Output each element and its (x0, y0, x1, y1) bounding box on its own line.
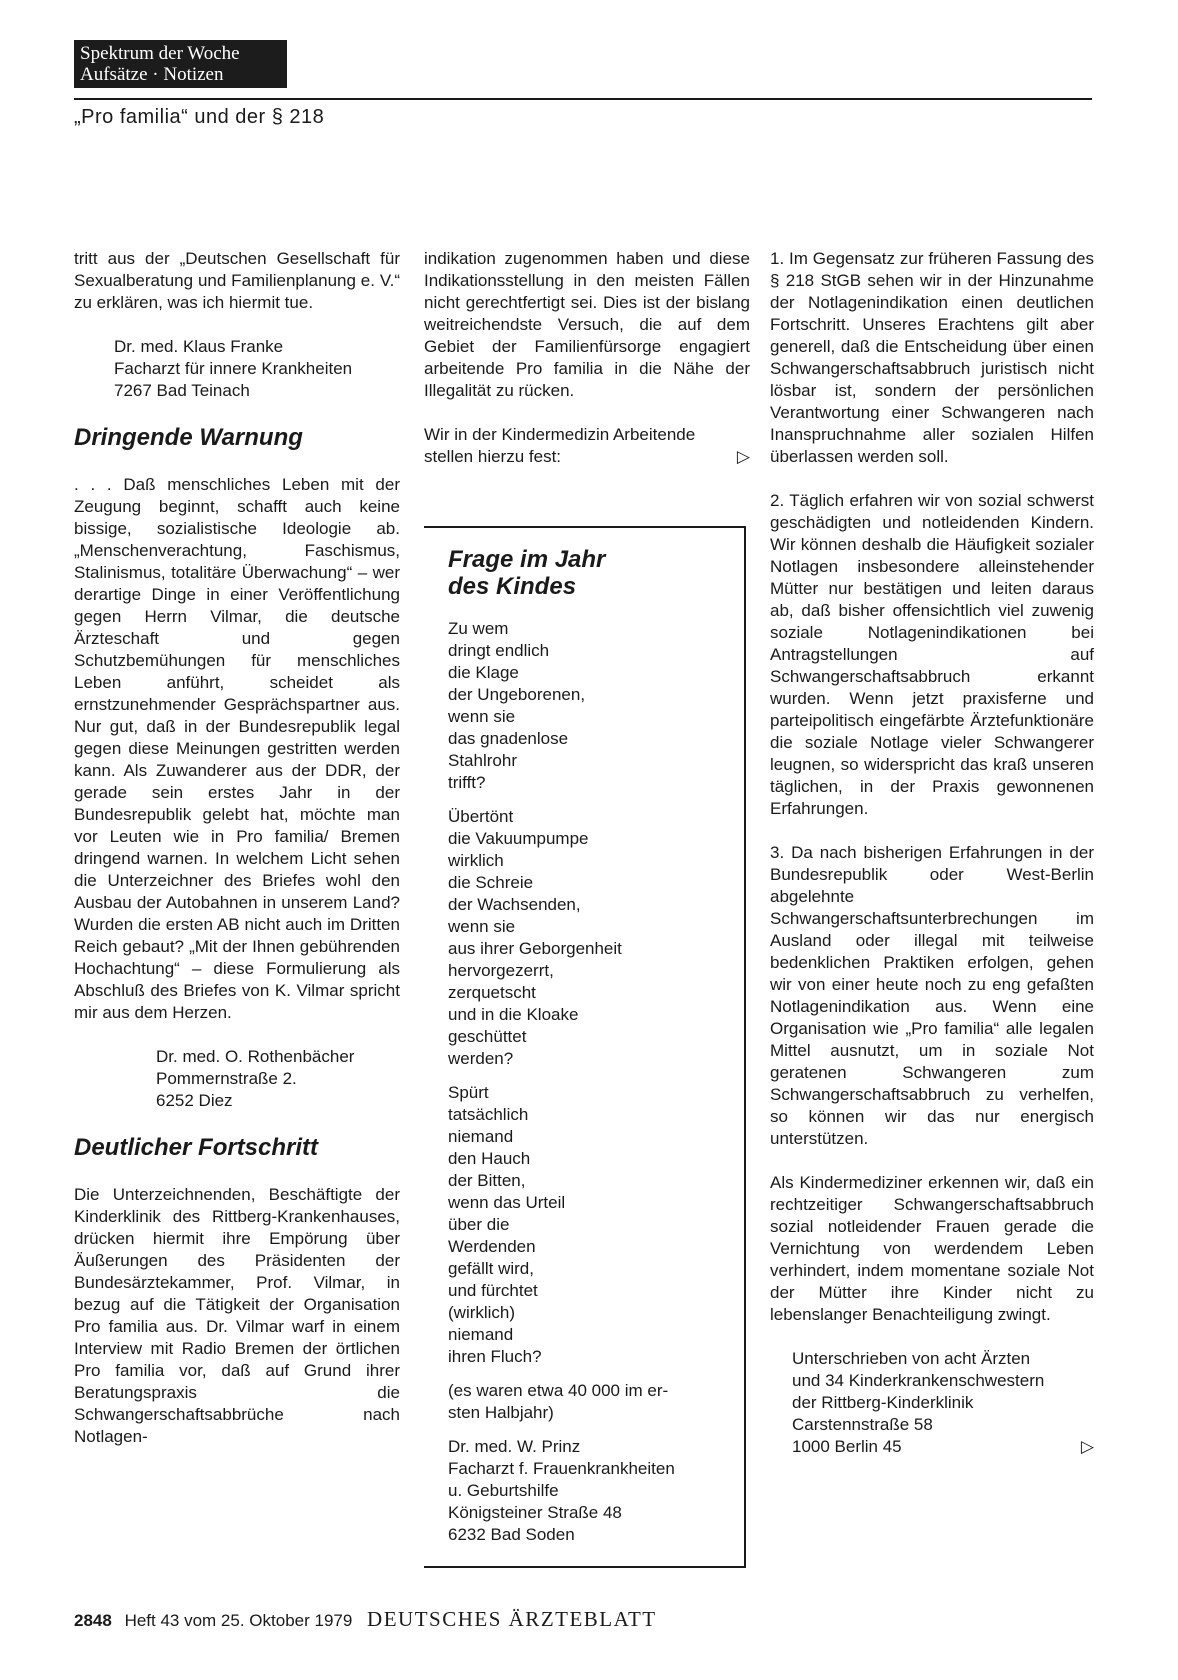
findings-intro-line: Wir in der Kindermedizin Arbeitende (424, 425, 696, 444)
signature-line: Pommernstraße 2. (156, 1069, 297, 1088)
poem-line: der Bitten, (448, 1171, 526, 1190)
letter-1-text: tritt aus der „Deutschen Gesellschaft für Sexualberatung und Familienplanung e. V.“ zu erklären, was ich hiermit tue. (74, 249, 400, 312)
poem-line: den Hauch (448, 1149, 531, 1168)
point-2: 2. Täglich erfahren wir von sozial schwerst geschädigten und notleidenden Kindern. Wir können deshalb die Häufigkeit sozialer Notlagen insbesondere alleinstehender Mütter nur bestätigen und leiten daraus ab, daß bisher offensichtlich viel zuwenig soziale Notlagenindikationen bei Antragstellungen auf Schwangerschaftsabbruch erkannt wurden. Wenn jetzt praxisferne und parteipolitisch eingefärbte Ärztefunktionäre die soziale Notlage vieler Schwangerer leugnen, so widerspricht das kraß unseren täglichen, in der Praxis gewonnenen Erfahrungen. (770, 491, 1094, 818)
poem-stanza-2 (448, 806, 744, 1070)
signature-line: Dr. med. Klaus Franke (114, 337, 284, 356)
poem-note (448, 1380, 744, 1424)
poem-line: die Schreie (448, 873, 534, 892)
continue-arrow-icon: ▷ (736, 447, 750, 466)
article-title: „Pro familia“ und der § 218 (74, 106, 325, 128)
signature-line: 7267 Bad Teinach (114, 381, 250, 400)
poem-line: gefällt wird, (448, 1259, 534, 1278)
letter-3-text: Die Unterzeichnenden, Beschäftigte der Kinderklinik des Rittberg-Krankenhauses, drücken hiermit ihre Empörung über Äußerungen des Präsidenten der Bundesärztekammer, Prof. Vilmar, in bezug auf die Tätigkeit der Organisation Pro familia aus. Dr. Vilmar warf in einem Interview mit Radio Bremen der örtlichen Pro familia vor, daß auf Grund ihrer Beratungspraxis die Schwangerschaftsabbrüche nach Notlagen- (74, 1185, 400, 1446)
poem-line: ihren Fluch? (448, 1347, 542, 1366)
poem-line: der Ungeborenen, (448, 685, 586, 704)
poem-line: wirklich (448, 851, 504, 870)
findings-intro (424, 424, 750, 468)
heading-dringende-warnung: Dringende Warnung (74, 424, 303, 451)
signature-line: Dr. med. O. Rothenbächer (156, 1047, 355, 1066)
poem-line: tatsächlich (448, 1105, 529, 1124)
poem-signature (448, 1436, 744, 1546)
findings-intro-line: stellen hierzu fest: (424, 447, 562, 466)
poem-line: sten Halbjahr) (448, 1403, 554, 1422)
column-3 (770, 248, 1094, 1480)
poem-line: niemand (448, 1325, 514, 1344)
poem-line: hervorgezerrt, (448, 961, 554, 980)
poem-line: Königsteiner Straße 48 (448, 1503, 622, 1522)
section-name: Spektrum der Woche (80, 43, 240, 64)
poem-line: Übertönt (448, 807, 514, 826)
letter-1-signature (74, 336, 400, 402)
signature-line: 6252 Diez (156, 1091, 233, 1110)
poem-stanza-3 (448, 1082, 744, 1368)
poem-line: und in die Kloake (448, 1005, 579, 1024)
poem-title (448, 546, 744, 600)
poem-box (424, 526, 746, 1568)
poem-line: die Klage (448, 663, 519, 682)
poem-line: (es waren etwa 40 000 im er- (448, 1381, 669, 1400)
continue-arrow-icon: ▷ (1080, 1437, 1094, 1456)
poem-line: zerquetscht (448, 983, 536, 1002)
poem-line: Spürt (448, 1083, 489, 1102)
poem-line: aus ihrer Geborgenheit (448, 939, 622, 958)
section-subname: Aufsätze · Notizen (80, 64, 224, 85)
poem-line: wenn sie (448, 917, 516, 936)
signature-line: der Rittberg-Kinderklinik (792, 1393, 974, 1412)
poem-line: Werdenden (448, 1237, 536, 1256)
poem-line: der Wachsenden, (448, 895, 581, 914)
poem-line: niemand (448, 1127, 514, 1146)
signature-line: 1000 Berlin 45 (792, 1437, 902, 1456)
section-badge (74, 40, 287, 88)
letter-2-text: . . . Daß menschliches Leben mit der Zeugung beginnt, schafft auch keine bissige, sozialistische Ideologie ab. „Menschenverachtung, Faschismus, Stalinismus, totalitäre Überwachung“ – wer derartige Dinge in einer Veröffentlichung gegen Herrn Vilmar, die deutsche Ärzteschaft und gegen Schutzbemühungen für menschliches Leben anführt, scheidet als ernstzunehmender Gesprächspartner aus. Nur gut, daß in der Bundesrepublik legal gegen diese Meinungen gestritten werden kann. Als Zuwanderer aus der DDR, der gerade sein erstes Jahr in der Bundesrepublik gelebt hat, möchte man vor Leuten wie in Pro familia/ Bremen dringend warnen. In welchem Licht sehen die Unterzeichner des Briefes wohl den Ausbau der Autobahnen in unserem Land? Wurden die ersten AB nicht auch im Dritten Reich gebaut? „Mit der Ihnen gebührenden Hochachtung“ – diese Formulierung als Abschluß des Briefes von K. Vilmar spricht mir aus dem Herzen. (74, 475, 400, 1022)
conclusion-paragraph: Als Kindermediziner erkennen wir, daß ein rechtzeitiger Schwangerschaftsabbruch sozial notleidender Frauen gerade die Vernichtung von werdendem Leben verhindert, indem momentane soziale Not der Mütter ihre Kinder nicht zu lebenslanger Benachteiligung zwingt. (770, 1173, 1094, 1324)
page-number: 2848 (74, 1611, 112, 1630)
signature-line: Unterschrieben von acht Ärzten (792, 1349, 1031, 1368)
poem-line: das gnadenlose (448, 729, 569, 748)
poem-line: geschüttet (448, 1027, 527, 1046)
poem-title-line: des Kindes (448, 573, 577, 600)
letter-3-signature (770, 1348, 1094, 1458)
point-1: 1. Im Gegensatz zur früheren Fassung des § 218 StGB sehen wir in der Hinzunahme der Notlagenindikation einen deutlichen Fortschritt. Unseres Erachtens gilt aber generell, daß die Entscheidung über einen Schwangerschaftsabbruch juristisch nicht lösbar ist, sondern der persönlichen Verantwortung einer Schwangeren nach Inanspruchnahme aller sozialen Hilfen überlassen werden soll. (770, 249, 1094, 466)
poem-line: 6232 Bad Soden (448, 1525, 575, 1544)
poem-line: (wirklich) (448, 1303, 516, 1322)
issue-info: Heft 43 vom 25. Oktober 1979 (124, 1611, 353, 1630)
poem-line: die Vakuumpumpe (448, 829, 589, 848)
point-3: 3. Da nach bisherigen Erfahrungen in der Bundesrepublik oder West-Berlin abgelehnte Schwangerschaftsunterbrechungen im Ausland oder illegal mit teilweise bedenklichen Praktiken erfolgen, gehen wir von einer heute noch zu eng gefaßten Notlagenindikation aus. Wenn eine Organisation wie „Pro familia“ alle legalen Mittel ausnutzt, um in soziale Not geratenen Schwangeren zum Schwangerschaftsabbruch zu verhelfen, so können wir das nur energisch unterstützen. (770, 843, 1094, 1148)
heading-deutlicher-fortschritt: Deutlicher Fortschritt (74, 1134, 319, 1161)
page-footer (74, 1607, 657, 1632)
journal-name: DEUTSCHES ÄRZTEBLATT (367, 1607, 657, 1631)
poem-line: trifft? (448, 773, 486, 792)
poem-line: dringt endlich (448, 641, 550, 660)
column-1 (74, 248, 400, 1470)
header-rule (74, 98, 1092, 100)
poem-line: und fürchtet (448, 1281, 538, 1300)
poem-line: u. Geburtshilfe (448, 1481, 559, 1500)
poem-line: werden? (448, 1049, 514, 1068)
poem-title-line: Frage im Jahr (448, 546, 606, 573)
poem-line: Stahlrohr (448, 751, 517, 770)
poem-line: wenn das Urteil (448, 1193, 566, 1212)
poem-stanza-1 (448, 618, 744, 794)
poem-line: wenn sie (448, 707, 516, 726)
signature-line: Carstennstraße 58 (792, 1415, 933, 1434)
poem-line: über die (448, 1215, 510, 1234)
signature-line: Facharzt für innere Krankheiten (114, 359, 353, 378)
letter-2-signature (74, 1046, 400, 1112)
poem-line: Zu wem (448, 619, 509, 638)
signature-line: und 34 Kinderkrankenschwestern (792, 1371, 1045, 1390)
letter-3-continued: indikation zugenommen haben und diese Indikationsstellung in den meisten Fällen nicht gerechtfertigt sei. Dies ist der bislang weitreichendste Versuch, die auf dem Gebiet der Familienfürsorge engagiert arbeitende Pro familia in die Nähe der Illegalität zu rücken. (424, 249, 750, 400)
poem-line: Facharzt f. Frauenkrankheiten (448, 1459, 675, 1478)
column-2 (424, 248, 750, 468)
poem-line: Dr. med. W. Prinz (448, 1437, 581, 1456)
